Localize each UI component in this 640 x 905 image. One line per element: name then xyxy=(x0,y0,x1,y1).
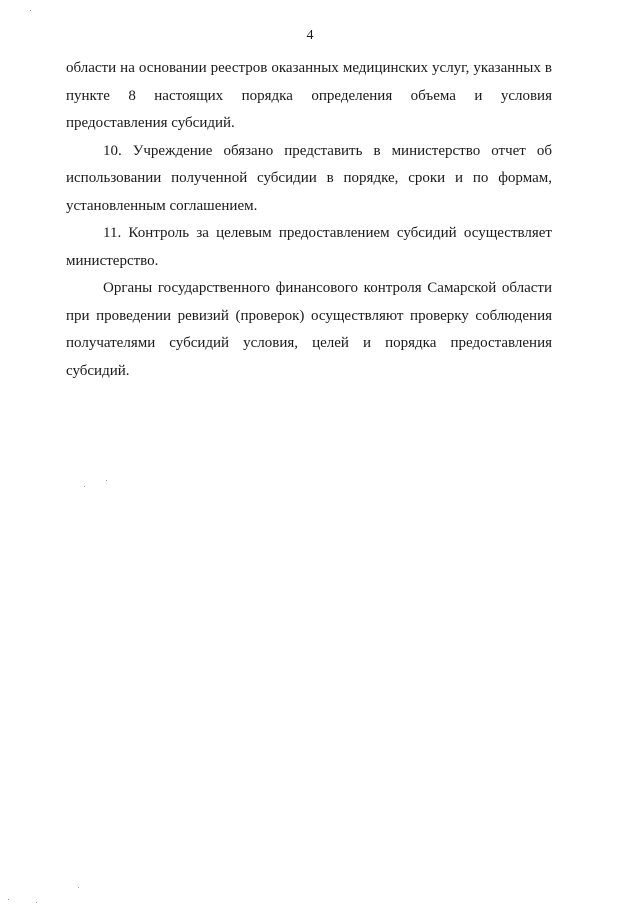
paragraph-item-10 xyxy=(66,138,552,221)
text-line: получателями субсидий условия, целей и порядка предоставления xyxy=(66,335,552,351)
paragraph-reestr xyxy=(66,55,552,138)
text-line: области на основании реестров оказанных медицинских услуг, указанных в xyxy=(66,60,552,76)
text-line: субсидий. xyxy=(66,362,130,379)
scan-speck xyxy=(84,486,85,487)
text-line: при проведении ревизий (проверок) осуществляют проверку соблюдения xyxy=(66,307,552,324)
text-line: предоставления субсидий. xyxy=(66,115,235,131)
paragraph-control-bodies xyxy=(66,275,552,385)
scan-speck xyxy=(78,887,79,888)
text-line: пункте 8 настоящих порядка определения объема и условия xyxy=(66,87,552,104)
scan-speck xyxy=(106,480,107,481)
text-line: Органы государственного финансового контроля Самарской области xyxy=(103,280,552,296)
text-line: 11. Контроль за целевым предоставлением субсидий осуществляет xyxy=(103,225,552,241)
scan-speck xyxy=(8,899,9,900)
text-line: 10. Учреждение обязано представить в министерство отчет об xyxy=(103,142,552,159)
text-line: министерство. xyxy=(66,252,159,269)
text-line: установленным соглашением. xyxy=(66,197,258,214)
text-line: использовании полученной субсидии в порядке, сроки и по формам, xyxy=(66,170,552,186)
scan-speck xyxy=(36,902,37,903)
paragraph-item-11 xyxy=(66,220,552,275)
document-body xyxy=(66,55,552,385)
page-number: 4 xyxy=(306,28,314,43)
scan-speck xyxy=(30,10,31,11)
